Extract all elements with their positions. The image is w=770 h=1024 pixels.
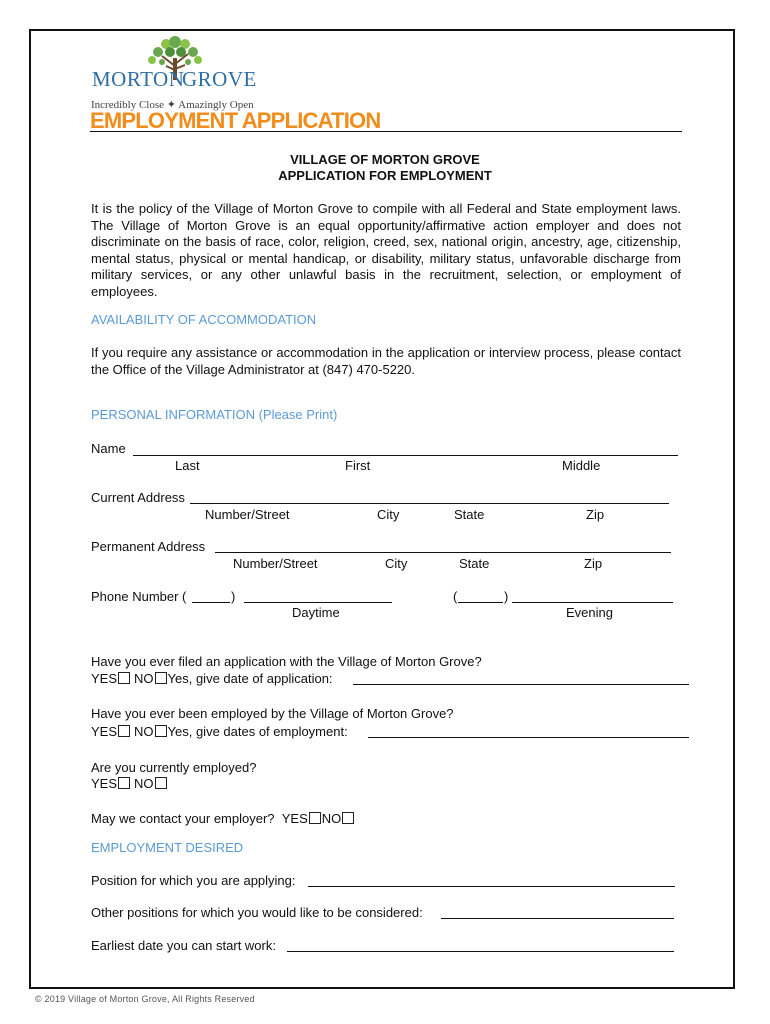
name-sub-first: First [345,458,371,473]
current-address-field[interactable] [190,503,669,504]
filed-yes-checkbox[interactable] [118,672,130,684]
policy-paragraph: It is the policy of the Village of Morton Grove to compile with all Federal and State employment laws. The Village of Morton Grove is an equal opportunity/affirmative action employer and does not discriminate on the basis of race, color, religion, creed, sex, national origin, ancestry, age, citizenship, mental status, physical or mental handicap, or disability, military status, unfavorable discharge from military services, or any other unlawful basis in the recruitment, selection, or employment of employees. [91,201,681,299]
contact-no-label: NO [321,811,342,826]
logo-word-grove: GROVE [182,67,257,91]
evening-label: Evening [566,605,613,620]
employed-followup-label: Yes, give dates of employment: [167,724,348,739]
contact-yes-checkbox[interactable] [309,812,321,824]
start-date-label: Earliest date you can start work: [91,938,276,953]
contact-employer-question: May we contact your employer? [91,811,275,826]
current-yes-label: YES [91,776,118,791]
start-date-field[interactable] [287,951,674,952]
logo-tagline: Incredibly Close ✦ Amazingly Open [91,99,254,111]
contact-yes-label: YES [281,811,308,826]
phone-paren-open-evening: ( [453,589,458,604]
current-address-sub-city: City [377,507,400,522]
phone-paren-close-evening: ) [504,589,509,604]
filed-no-checkbox[interactable] [155,672,167,684]
phone-paren-close: ) [231,589,236,604]
evening-area-code-field[interactable] [458,602,503,603]
employed-yes-checkbox[interactable] [118,725,130,737]
logo-word-morton: MORTON [92,67,185,91]
current-yes-checkbox[interactable] [118,777,130,789]
employed-before-answer-row [91,724,348,740]
heading-line1: VILLAGE OF MORTON GROVE [290,152,480,167]
position-field[interactable] [308,886,675,887]
contact-no-checkbox[interactable] [342,812,354,824]
currently-employed-question: Are you currently employed? [91,760,257,775]
employed-before-question: Have you ever been employed by the Village of Morton Grove? [91,706,454,721]
employed-yes-label: YES [91,724,118,739]
daytime-area-code-field[interactable] [192,602,230,603]
employment-dates-field[interactable] [368,737,689,738]
accommodation-heading: AVAILABILITY OF ACCOMMODATION [91,312,317,327]
filed-no-label: NO [134,671,154,686]
permanent-address-label: Permanent Address [91,539,206,554]
filed-question: Have you ever filed an application with the Village of Morton Grove? [91,654,482,669]
permanent-address-sub-state: State [459,556,490,571]
phone-label: Phone Number ( [91,589,187,604]
daytime-phone-field[interactable] [244,602,392,603]
contact-employer-row [91,811,355,827]
name-sub-last: Last [175,458,200,473]
permanent-address-field[interactable] [215,552,671,553]
application-date-field[interactable] [353,684,689,685]
name-label: Name [91,441,126,456]
evening-phone-field[interactable] [512,602,673,603]
accommodation-text: If you require any assistance or accommodation in the application or interview process, please contact the Office of the Village Administrator at (847) 470-5220. [91,345,681,377]
other-positions-label: Other positions for which you would like to be considered: [91,905,423,920]
name-sub-middle: Middle [562,458,601,473]
filed-answer-row [91,671,333,687]
permanent-address-sub-zip: Zip [584,556,603,571]
permanent-address-sub-city: City [385,556,408,571]
currently-employed-answer-row [91,776,168,792]
filed-yes-label: YES [91,671,118,686]
current-no-checkbox[interactable] [155,777,167,789]
current-address-sub-street: Number/Street [205,507,290,522]
employed-no-checkbox[interactable] [155,725,167,737]
name-field[interactable] [133,455,678,456]
heading-line2: APPLICATION FOR EMPLOYMENT [278,168,492,183]
current-no-label: NO [134,776,154,791]
personal-info-heading: PERSONAL INFORMATION (Please Print) [91,407,338,422]
banner-title: EMPLOYMENT APPLICATION [90,108,381,133]
current-address-sub-zip: Zip [586,507,605,522]
position-label: Position for which you are applying: [91,873,296,888]
employment-desired-heading: EMPLOYMENT DESIRED [91,840,244,855]
copyright-footer: © 2019 Village of Morton Grove, All Rights Reserved [35,994,255,1004]
daytime-label: Daytime [292,605,340,620]
current-address-sub-state: State [454,507,485,522]
current-address-label: Current Address [91,490,185,505]
filed-followup-label: Yes, give date of application: [167,671,333,686]
permanent-address-sub-street: Number/Street [233,556,318,571]
other-positions-field[interactable] [441,918,674,919]
employed-no-label: NO [134,724,154,739]
banner-underline [90,131,682,132]
